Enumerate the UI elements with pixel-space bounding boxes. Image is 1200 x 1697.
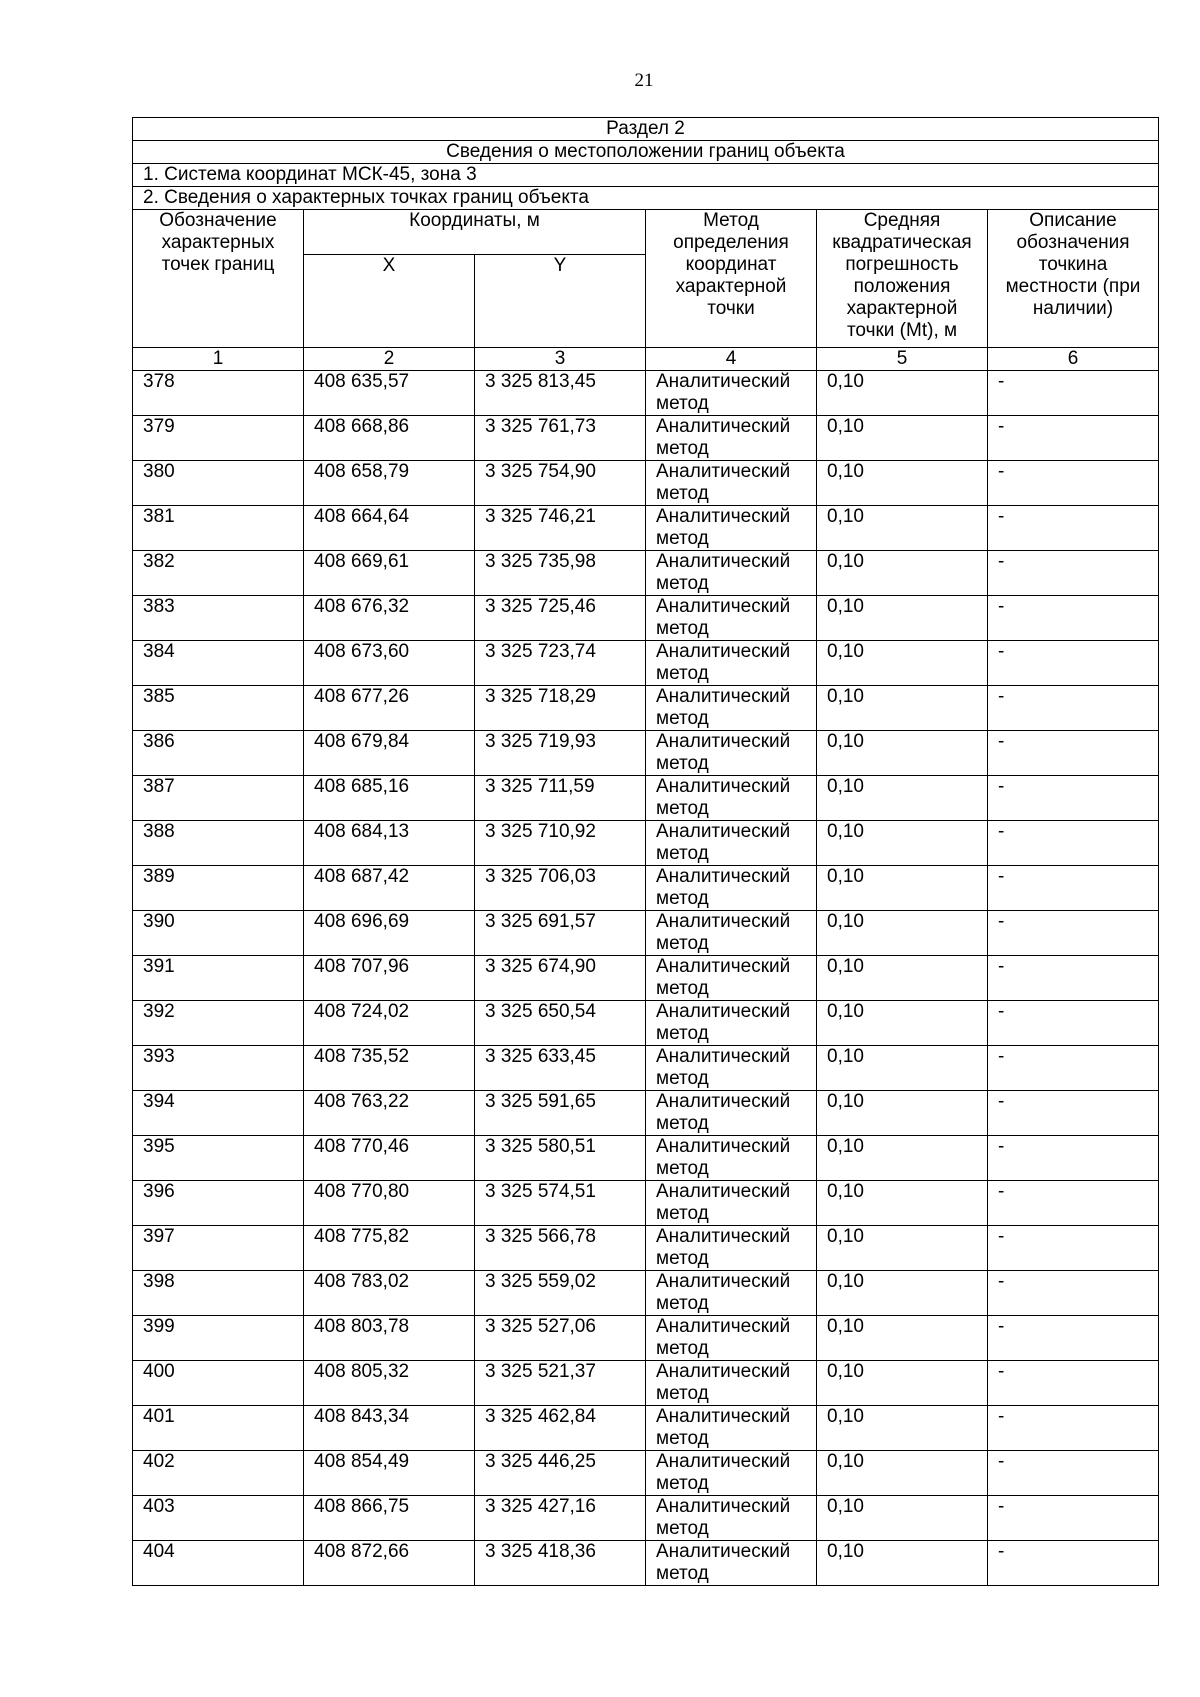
cell-x: 408 684,13	[304, 821, 475, 866]
header-error: Средняя квадратическая погрешность положения характерной точки (Mt), м	[817, 210, 988, 348]
cell-y: 3 325 813,45	[475, 371, 646, 416]
cell-description: -	[988, 911, 1159, 956]
cell-point: 380	[133, 461, 304, 506]
cell-x: 408 687,42	[304, 866, 475, 911]
cell-error: 0,10	[817, 731, 988, 776]
cell-error: 0,10	[817, 416, 988, 461]
header-coordinates: Координаты, м	[304, 210, 646, 255]
cell-description: -	[988, 596, 1159, 641]
table-row	[133, 641, 1159, 686]
cell-x: 408 872,66	[304, 1541, 475, 1586]
column-number: 5	[817, 348, 988, 371]
cell-x: 408 854,49	[304, 1451, 475, 1496]
cell-description: -	[988, 1001, 1159, 1046]
cell-x: 408 803,78	[304, 1316, 475, 1361]
cell-y: 3 325 427,16	[475, 1496, 646, 1541]
cell-method: Аналитический метод	[646, 461, 817, 506]
cell-y: 3 325 521,37	[475, 1361, 646, 1406]
cell-method: Аналитический метод	[646, 866, 817, 911]
table-row	[133, 1091, 1159, 1136]
cell-error: 0,10	[817, 1271, 988, 1316]
cell-point: 392	[133, 1001, 304, 1046]
cell-point: 393	[133, 1046, 304, 1091]
cell-error: 0,10	[817, 1496, 988, 1541]
cell-method: Аналитический метод	[646, 551, 817, 596]
cell-x: 408 805,32	[304, 1361, 475, 1406]
cell-method: Аналитический метод	[646, 1316, 817, 1361]
cell-point: 378	[133, 371, 304, 416]
cell-method: Аналитический метод	[646, 956, 817, 1001]
cell-error: 0,10	[817, 1046, 988, 1091]
cell-x: 408 679,84	[304, 731, 475, 776]
cell-description: -	[988, 866, 1159, 911]
cell-description: -	[988, 956, 1159, 1001]
cell-method: Аналитический метод	[646, 1406, 817, 1451]
cell-x: 408 866,75	[304, 1496, 475, 1541]
cell-error: 0,10	[817, 821, 988, 866]
table-row	[133, 686, 1159, 731]
cell-error: 0,10	[817, 1451, 988, 1496]
table-row	[133, 371, 1159, 416]
cell-error: 0,10	[817, 686, 988, 731]
table-row	[133, 1406, 1159, 1451]
column-number: 2	[304, 348, 475, 371]
cell-y: 3 325 691,57	[475, 911, 646, 956]
table-row	[133, 506, 1159, 551]
cell-description: -	[988, 416, 1159, 461]
cell-x: 408 677,26	[304, 686, 475, 731]
cell-point: 384	[133, 641, 304, 686]
cell-description: -	[988, 1496, 1159, 1541]
table-row	[133, 731, 1159, 776]
cell-point: 399	[133, 1316, 304, 1361]
cell-error: 0,10	[817, 551, 988, 596]
section-title: Раздел 2	[133, 118, 1159, 141]
table-row	[133, 821, 1159, 866]
table-row	[133, 1451, 1159, 1496]
cell-description: -	[988, 1361, 1159, 1406]
table-row	[133, 1181, 1159, 1226]
cell-x: 408 783,02	[304, 1271, 475, 1316]
cell-description: -	[988, 1046, 1159, 1091]
cell-y: 3 325 761,73	[475, 416, 646, 461]
cell-description: -	[988, 731, 1159, 776]
cell-description: -	[988, 1316, 1159, 1361]
table-row	[133, 1496, 1159, 1541]
coordinate-system: 1. Система координат МСК-45, зона 3	[133, 164, 1159, 187]
cell-error: 0,10	[817, 1316, 988, 1361]
cell-point: 387	[133, 776, 304, 821]
cell-error: 0,10	[817, 1226, 988, 1271]
cell-x: 408 770,80	[304, 1181, 475, 1226]
table-row	[133, 776, 1159, 821]
cell-error: 0,10	[817, 371, 988, 416]
cell-method: Аналитический метод	[646, 1541, 817, 1586]
cell-y: 3 325 566,78	[475, 1226, 646, 1271]
boundary-points-table	[132, 117, 1159, 1586]
cell-description: -	[988, 1226, 1159, 1271]
cell-error: 0,10	[817, 1136, 988, 1181]
cell-point: 394	[133, 1091, 304, 1136]
cell-y: 3 325 559,02	[475, 1271, 646, 1316]
cell-description: -	[988, 506, 1159, 551]
page-number: 21	[634, 70, 654, 91]
cell-point: 386	[133, 731, 304, 776]
cell-description: -	[988, 776, 1159, 821]
cell-error: 0,10	[817, 956, 988, 1001]
cell-y: 3 325 725,46	[475, 596, 646, 641]
cell-error: 0,10	[817, 1091, 988, 1136]
cell-method: Аналитический метод	[646, 911, 817, 956]
cell-method: Аналитический метод	[646, 1091, 817, 1136]
cell-x: 408 685,16	[304, 776, 475, 821]
cell-x: 408 843,34	[304, 1406, 475, 1451]
cell-x: 408 664,64	[304, 506, 475, 551]
cell-method: Аналитический метод	[646, 416, 817, 461]
cell-point: 381	[133, 506, 304, 551]
cell-point: 400	[133, 1361, 304, 1406]
cell-method: Аналитический метод	[646, 821, 817, 866]
table-row	[133, 1226, 1159, 1271]
cell-x: 408 707,96	[304, 956, 475, 1001]
cell-point: 379	[133, 416, 304, 461]
cell-point: 395	[133, 1136, 304, 1181]
table-row	[133, 1271, 1159, 1316]
cell-method: Аналитический метод	[646, 776, 817, 821]
table-row	[133, 1361, 1159, 1406]
section-subtitle: Сведения о местоположении границ объекта	[133, 141, 1159, 164]
cell-point: 404	[133, 1541, 304, 1586]
cell-y: 3 325 418,36	[475, 1541, 646, 1586]
cell-x: 408 696,69	[304, 911, 475, 956]
cell-error: 0,10	[817, 1541, 988, 1586]
cell-x: 408 763,22	[304, 1091, 475, 1136]
cell-x: 408 724,02	[304, 1001, 475, 1046]
table-row	[133, 866, 1159, 911]
table-row	[133, 1541, 1159, 1586]
column-number: 4	[646, 348, 817, 371]
cell-description: -	[988, 686, 1159, 731]
cell-method: Аналитический метод	[646, 1226, 817, 1271]
cell-x: 408 770,46	[304, 1136, 475, 1181]
cell-error: 0,10	[817, 461, 988, 506]
cell-description: -	[988, 1541, 1159, 1586]
cell-y: 3 325 591,65	[475, 1091, 646, 1136]
cell-y: 3 325 633,45	[475, 1046, 646, 1091]
cell-method: Аналитический метод	[646, 686, 817, 731]
column-number: 3	[475, 348, 646, 371]
cell-point: 396	[133, 1181, 304, 1226]
cell-method: Аналитический метод	[646, 1496, 817, 1541]
cell-y: 3 325 723,74	[475, 641, 646, 686]
cell-description: -	[988, 1451, 1159, 1496]
cell-y: 3 325 710,92	[475, 821, 646, 866]
table-row	[133, 1136, 1159, 1181]
cell-description: -	[988, 551, 1159, 596]
table-row	[133, 416, 1159, 461]
cell-method: Аналитический метод	[646, 1046, 817, 1091]
table-row	[133, 1046, 1159, 1091]
cell-y: 3 325 735,98	[475, 551, 646, 596]
cell-point: 391	[133, 956, 304, 1001]
cell-method: Аналитический метод	[646, 1181, 817, 1226]
table-row	[133, 1316, 1159, 1361]
cell-x: 408 775,82	[304, 1226, 475, 1271]
cell-method: Аналитический метод	[646, 596, 817, 641]
header-method: Метод определения координат характерной точки	[646, 210, 817, 348]
cell-error: 0,10	[817, 1001, 988, 1046]
cell-x: 408 668,86	[304, 416, 475, 461]
cell-y: 3 325 706,03	[475, 866, 646, 911]
cell-method: Аналитический метод	[646, 641, 817, 686]
cell-point: 398	[133, 1271, 304, 1316]
table-row	[133, 1001, 1159, 1046]
table-row	[133, 956, 1159, 1001]
cell-point: 403	[133, 1496, 304, 1541]
cell-error: 0,10	[817, 1406, 988, 1451]
cell-y: 3 325 711,59	[475, 776, 646, 821]
cell-description: -	[988, 1091, 1159, 1136]
cell-point: 397	[133, 1226, 304, 1271]
header-y: Y	[475, 255, 646, 348]
cell-y: 3 325 718,29	[475, 686, 646, 731]
cell-y: 3 325 650,54	[475, 1001, 646, 1046]
cell-y: 3 325 527,06	[475, 1316, 646, 1361]
cell-point: 390	[133, 911, 304, 956]
cell-y: 3 325 462,84	[475, 1406, 646, 1451]
cell-error: 0,10	[817, 506, 988, 551]
cell-method: Аналитический метод	[646, 1136, 817, 1181]
cell-method: Аналитический метод	[646, 1001, 817, 1046]
cell-point: 385	[133, 686, 304, 731]
cell-y: 3 325 574,51	[475, 1181, 646, 1226]
cell-description: -	[988, 1406, 1159, 1451]
cell-point: 401	[133, 1406, 304, 1451]
table-row	[133, 911, 1159, 956]
table-row	[133, 461, 1159, 506]
header-designation: Обозначение характерных точек границ	[133, 210, 304, 348]
cell-x: 408 735,52	[304, 1046, 475, 1091]
cell-y: 3 325 754,90	[475, 461, 646, 506]
cell-y: 3 325 719,93	[475, 731, 646, 776]
data-rows	[133, 371, 1159, 1586]
cell-method: Аналитический метод	[646, 731, 817, 776]
cell-x: 408 676,32	[304, 596, 475, 641]
cell-error: 0,10	[817, 1361, 988, 1406]
cell-error: 0,10	[817, 596, 988, 641]
cell-y: 3 325 674,90	[475, 956, 646, 1001]
cell-description: -	[988, 371, 1159, 416]
points-heading: 2. Сведения о характерных точках границ объекта	[133, 187, 1159, 210]
cell-description: -	[988, 461, 1159, 506]
cell-point: 383	[133, 596, 304, 641]
column-number: 1	[133, 348, 304, 371]
cell-x: 408 673,60	[304, 641, 475, 686]
header-description: Описание обозначения точкина местности (при наличии)	[988, 210, 1159, 348]
cell-point: 389	[133, 866, 304, 911]
cell-y: 3 325 746,21	[475, 506, 646, 551]
cell-method: Аналитический метод	[646, 1361, 817, 1406]
cell-description: -	[988, 1181, 1159, 1226]
table-row	[133, 596, 1159, 641]
cell-method: Аналитический метод	[646, 506, 817, 551]
cell-error: 0,10	[817, 866, 988, 911]
cell-x: 408 669,61	[304, 551, 475, 596]
cell-point: 382	[133, 551, 304, 596]
cell-error: 0,10	[817, 776, 988, 821]
column-number: 6	[988, 348, 1159, 371]
cell-method: Аналитический метод	[646, 371, 817, 416]
cell-y: 3 325 580,51	[475, 1136, 646, 1181]
cell-point: 402	[133, 1451, 304, 1496]
cell-method: Аналитический метод	[646, 1451, 817, 1496]
cell-description: -	[988, 1271, 1159, 1316]
cell-description: -	[988, 641, 1159, 686]
cell-x: 408 635,57	[304, 371, 475, 416]
cell-error: 0,10	[817, 1181, 988, 1226]
cell-error: 0,10	[817, 641, 988, 686]
header-x: X	[304, 255, 475, 348]
table-row	[133, 551, 1159, 596]
cell-point: 388	[133, 821, 304, 866]
cell-error: 0,10	[817, 911, 988, 956]
cell-x: 408 658,79	[304, 461, 475, 506]
cell-description: -	[988, 821, 1159, 866]
cell-y: 3 325 446,25	[475, 1451, 646, 1496]
cell-description: -	[988, 1136, 1159, 1181]
cell-method: Аналитический метод	[646, 1271, 817, 1316]
